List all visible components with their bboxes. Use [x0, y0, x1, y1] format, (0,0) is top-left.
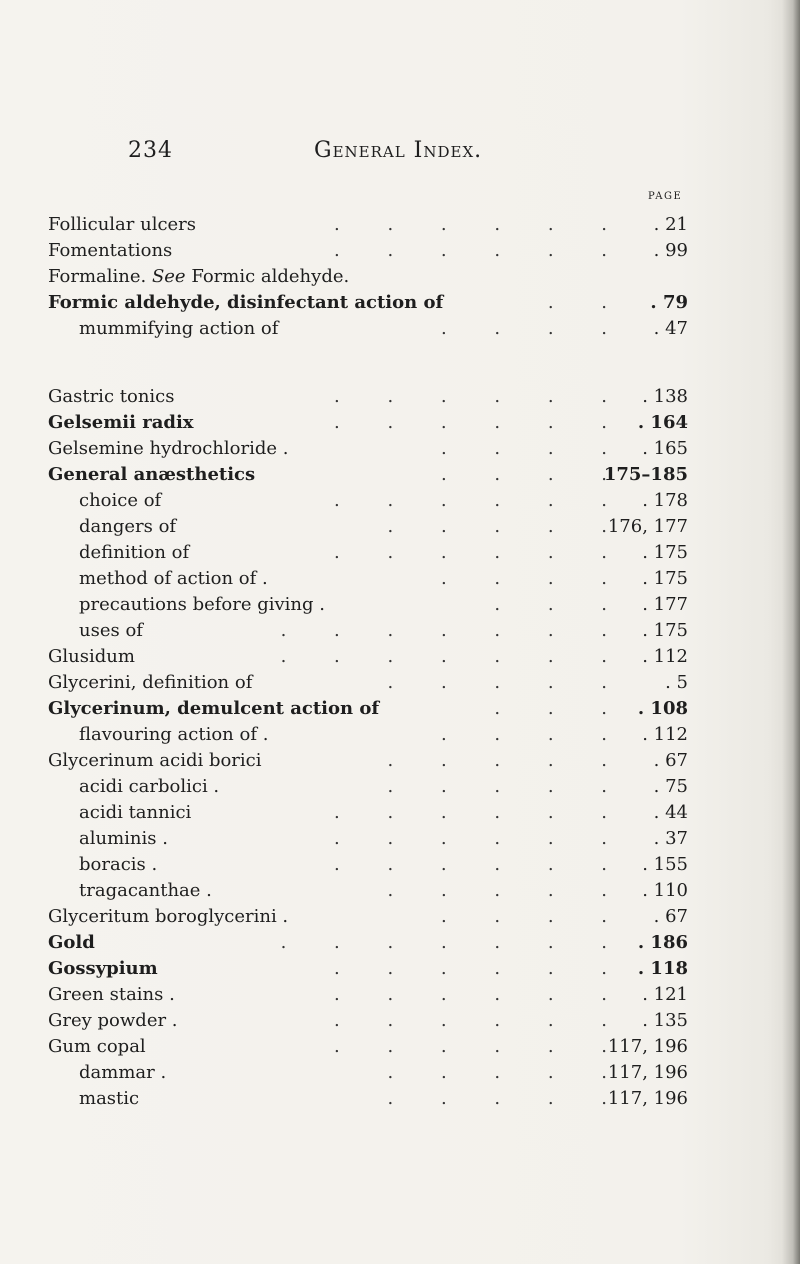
index-term: Gelsemine hydrochloride .	[48, 438, 289, 459]
index-term: Formaline. See Formic aldehyde.	[48, 266, 350, 287]
index-entry	[48, 800, 688, 826]
index-entry	[48, 670, 688, 696]
index-page-ref: . 99	[653, 240, 688, 261]
leader-dots: . . . . .	[387, 750, 628, 771]
leader-dots: . . .	[494, 594, 628, 615]
index-term: Gelsemii radix	[48, 412, 194, 433]
index-page-ref: . 175	[642, 620, 688, 641]
leader-dots: . . . . .	[387, 776, 628, 797]
index-term: Glusidum	[48, 646, 135, 667]
index-page-ref: . 44	[653, 802, 688, 823]
index-entry	[48, 722, 688, 748]
leader-dots: . . . . . .	[334, 802, 628, 823]
page-edge-shadow	[782, 0, 800, 1264]
index-entry	[48, 212, 688, 238]
index-entry	[48, 1060, 688, 1086]
leader-dots: . . . . .	[387, 1062, 628, 1083]
index-entry	[48, 1034, 688, 1060]
leader-dots: . . . . . .	[334, 412, 628, 433]
leader-dots: . . . . .	[387, 672, 628, 693]
index-entry	[48, 826, 688, 852]
index-term: flavouring action of .	[79, 724, 269, 745]
leader-dots: . . . . . .	[334, 958, 628, 979]
leader-dots: . . . . . .	[334, 1036, 628, 1057]
leader-dots: . . . .	[440, 724, 628, 745]
leader-dots: . . . .	[440, 568, 628, 589]
index-page-ref: . 112	[642, 646, 688, 667]
leader-dots: . . . . . .	[334, 386, 628, 407]
leader-dots: . . . . . .	[334, 542, 628, 563]
index-entry	[48, 410, 688, 436]
index-page-ref: . 112	[642, 724, 688, 745]
index-term: acidi carbolici .	[79, 776, 220, 797]
index-term: Glycerini, definition of	[48, 672, 253, 693]
index-entry	[48, 462, 688, 488]
index-page-ref: . 135	[642, 1010, 688, 1031]
leader-dots: . .	[547, 292, 628, 313]
index-page-ref: . 79	[650, 292, 688, 313]
index-term: Glycerinum, demulcent action of	[48, 698, 380, 719]
index-term: Formic aldehyde, disinfectant action of	[48, 292, 444, 313]
index-page-ref: . 47	[653, 318, 688, 339]
index-term: method of action of .	[79, 568, 268, 589]
leader-dots: . . . . . .	[334, 1010, 628, 1031]
leader-dots: . . . . . .	[334, 490, 628, 511]
index-term: choice of	[79, 490, 162, 511]
leader-dots: . . . . . . .	[280, 932, 628, 953]
page-number: 234	[128, 138, 173, 163]
leader-dots: . . . .	[440, 464, 628, 485]
index-page-ref: . 138	[642, 386, 688, 407]
index-entry	[48, 878, 688, 904]
index-page-ref: 117, 196	[607, 1062, 688, 1083]
index-page-ref: . 67	[653, 750, 688, 771]
index-entry	[48, 238, 688, 264]
leader-dots: . . .	[494, 698, 628, 719]
index-page-ref: . 177	[642, 594, 688, 615]
leader-dots: . . . . . .	[334, 240, 628, 261]
index-term: Gum copal	[48, 1036, 146, 1057]
index-page-ref: . 110	[642, 880, 688, 901]
index-page-ref: . 175	[642, 542, 688, 563]
index-term: Gold	[48, 932, 95, 953]
leader-dots: . . . . . .	[334, 214, 628, 235]
index-entry	[48, 748, 688, 774]
index-term: uses of	[79, 620, 143, 641]
index-term: boracis .	[79, 854, 158, 875]
index-term: Follicular ulcers	[48, 214, 197, 235]
index-entry	[48, 644, 688, 670]
index-term: Green stains .	[48, 984, 175, 1005]
index-term: Glyceritum boroglycerini .	[48, 906, 289, 927]
index-entry	[48, 618, 688, 644]
page-title: General Index.	[314, 138, 483, 163]
index-entry	[48, 540, 688, 566]
index-page-ref: 175–185	[603, 464, 688, 485]
index-term: Glycerinum acidi borici	[48, 750, 262, 771]
index-entry	[48, 488, 688, 514]
leader-dots: . . . .	[440, 906, 628, 927]
leader-dots: . . . . . . .	[280, 620, 628, 641]
index-page-ref: . 121	[642, 984, 688, 1005]
index-entry	[48, 956, 688, 982]
index-page-ref: . 108	[637, 698, 688, 719]
index-page-ref: . 164	[637, 412, 688, 433]
index-term: General anæsthetics	[48, 464, 256, 485]
index-entry	[48, 384, 688, 410]
leader-dots: . . . . .	[387, 880, 628, 901]
index-page-ref: . 178	[642, 490, 688, 511]
leader-dots: . . . . .	[387, 516, 628, 537]
index-entry	[48, 264, 688, 290]
index-page-ref: . 5	[665, 672, 688, 693]
index-entry	[48, 436, 688, 462]
index-term: tragacanthae .	[79, 880, 212, 901]
index-page-ref: . 21	[653, 214, 688, 235]
index-term: Gossypium	[48, 958, 158, 979]
index-term: definition of	[79, 542, 190, 563]
index-entry	[48, 514, 688, 540]
index-entry	[48, 904, 688, 930]
index-entry	[48, 852, 688, 878]
index-term: mastic	[79, 1088, 140, 1109]
index-page-ref: 117, 196	[607, 1036, 688, 1057]
index-term: dangers of	[79, 516, 177, 537]
index-entry	[48, 566, 688, 592]
index-entry	[48, 316, 688, 342]
index-entry	[48, 290, 688, 316]
index-page-ref: . 67	[653, 906, 688, 927]
leader-dots: . . . .	[440, 438, 628, 459]
index-entry	[48, 1008, 688, 1034]
index-entry	[48, 1086, 688, 1112]
index-page-ref: . 118	[637, 958, 688, 979]
index-entry	[48, 930, 688, 956]
index-page-ref: 117, 196	[607, 1088, 688, 1109]
page-column-label: PAGE	[648, 191, 683, 202]
index-page-ref: 176, 177	[607, 516, 688, 537]
index-term: Grey powder .	[48, 1010, 178, 1031]
index-term: Fomentations	[48, 240, 173, 261]
index-term: aluminis .	[79, 828, 168, 849]
index-term: precautions before giving .	[79, 594, 325, 615]
index-page-ref: . 75	[653, 776, 688, 797]
index-entry	[48, 982, 688, 1008]
index-page-ref: . 165	[642, 438, 688, 459]
index-term: dammar .	[79, 1062, 167, 1083]
leader-dots: . . . . . .	[334, 984, 628, 1005]
index-entry	[48, 592, 688, 618]
leader-dots: . . . .	[440, 318, 628, 339]
index-term: acidi tannici	[79, 802, 192, 823]
index-term: mummifying action of	[79, 318, 279, 339]
index-page-ref: . 155	[642, 854, 688, 875]
index-entry	[48, 774, 688, 800]
index-page-ref: . 186	[637, 932, 688, 953]
index-term: Gastric tonics	[48, 386, 175, 407]
leader-dots: . . . . . . .	[280, 646, 628, 667]
index-page-ref: . 175	[642, 568, 688, 589]
leader-dots: . . . . . .	[334, 828, 628, 849]
leader-dots: . . . . .	[387, 1088, 628, 1109]
leader-dots: . . . . . .	[334, 854, 628, 875]
index-page-ref: . 37	[653, 828, 688, 849]
index-entry	[48, 696, 688, 722]
